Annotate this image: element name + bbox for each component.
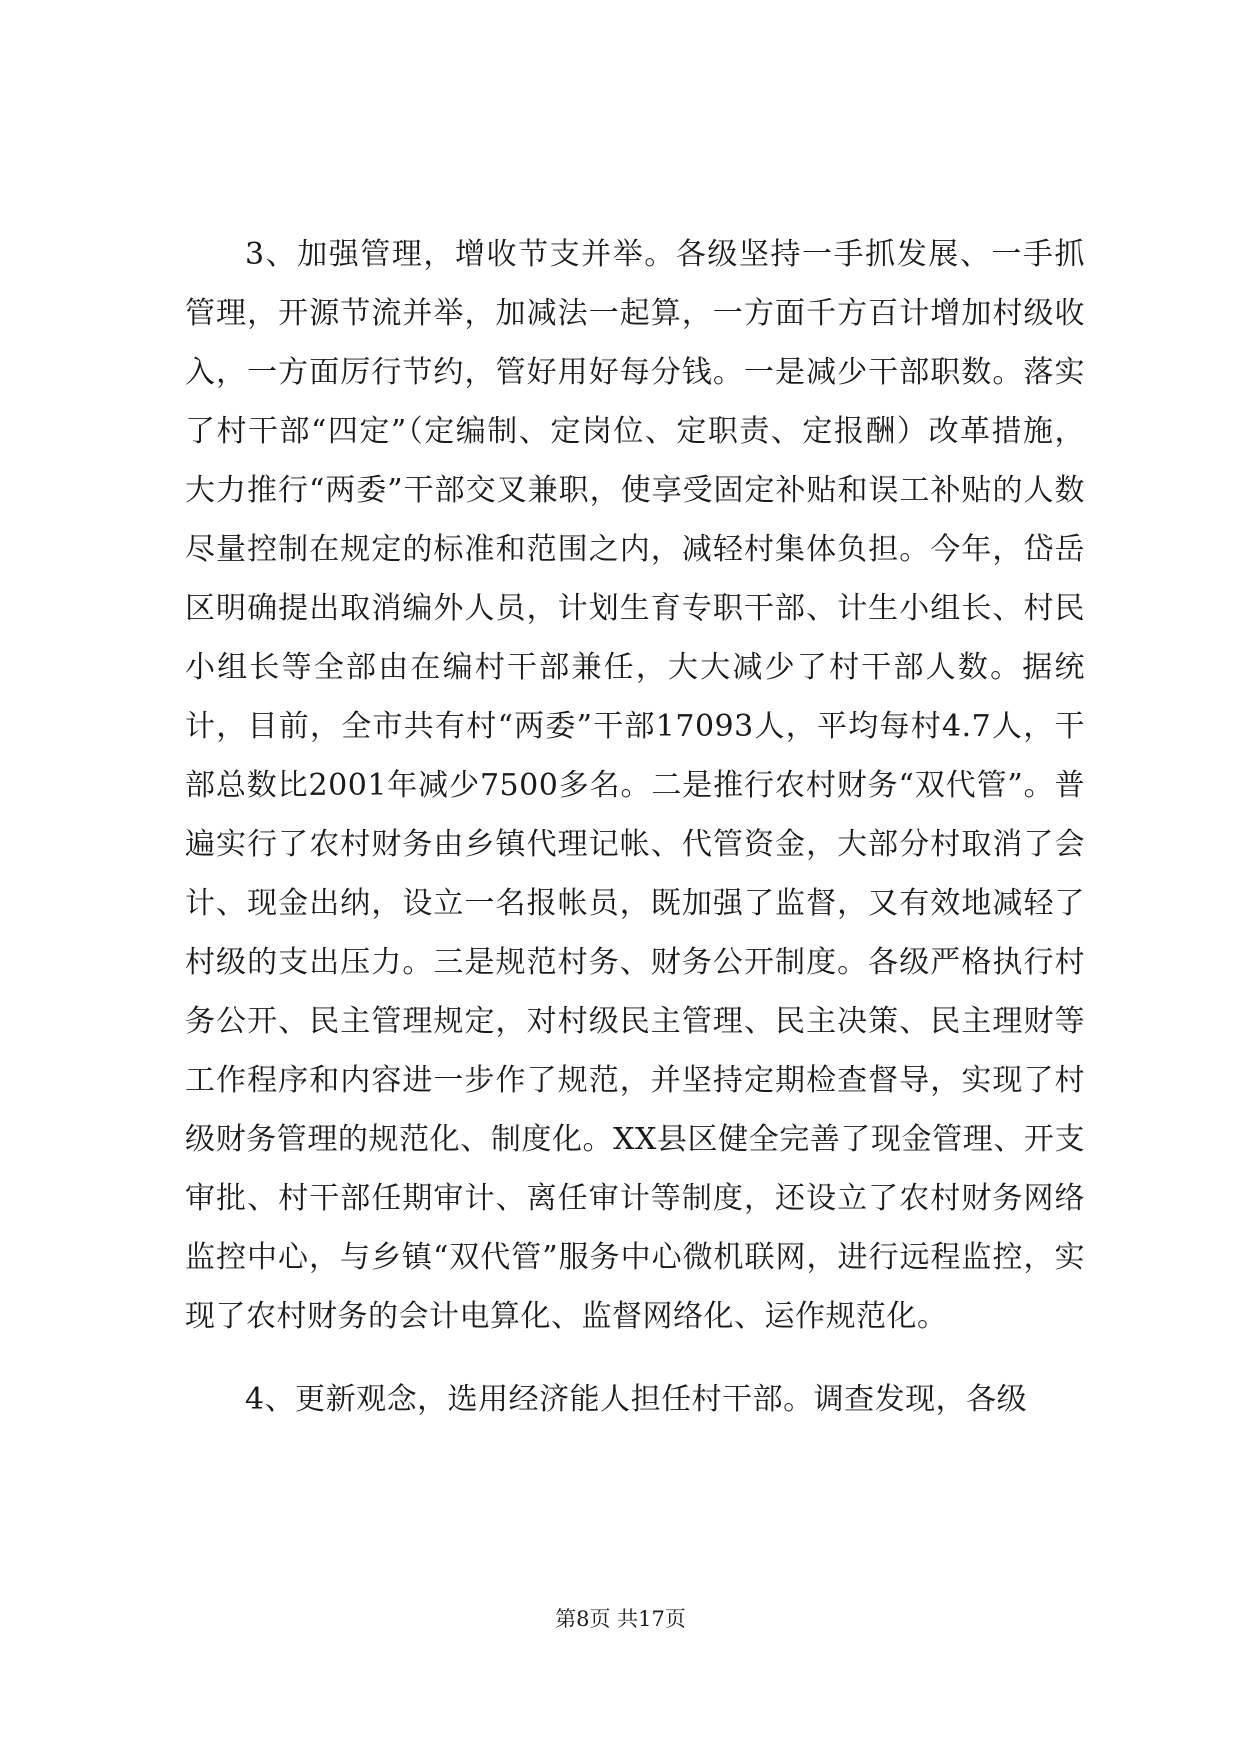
document-body (185, 225, 1085, 1429)
paragraph-3-management: 3、加强管理，增收节支并举。各级坚持一手抓发展、一手抓管理，开源节流并举，加减法一起算，一方面千方百计增加村级收入，一方面厉行节约，管好用好每分钱。一是减少干部职数。落实了村干部“四定”（定编制、定岗位、定职责、定报酬）改革措施，大力推行“两委”干部交叉兼职，使享受固定补贴和误工补贴的人数尽量控制在规定的标准和范围之内，减轻村集体负担。今年，岱岳区明确提出取消编外人员，计划生育专职干部、计生小组长、村民小组长等全部由在编村干部兼任，大大减少了村干部人数。据统计，目前，全市共有村“两委”干部17093人，平均每村4.7人，干部总数比2001年减少7500多名。二是推行农村财务“双代管”。普遍实行了农村财务由乡镇代理记帐、代管资金，大部分村取消了会计、现金出纳，设立一名报帐员，既加强了监督，又有效地减轻了村级的支出压力。三是规范村务、财务公开制度。各级严格执行村务公开、民主管理规定，对村级民主管理、民主决策、民主理财等工作程序和内容进一步作了规范，并坚持定期检查督导，实现了村级财务管理的规范化、制度化。XX县区健全完善了现金管理、开支审批、村干部任期审计、离任审计等制度，还设立了农村财务网络监控中心，与乡镇“双代管”服务中心微机联网，进行远程监控，实现了农村财务的会计电算化、监督网络化、运作规范化。 (185, 237, 1085, 1334)
paragraph-4-concepts: 4、更新观念，选用经济能人担任村干部。调查发现，各级 (245, 1382, 1028, 1417)
page-number-footer: 第8页 共17页 (555, 1607, 686, 1631)
